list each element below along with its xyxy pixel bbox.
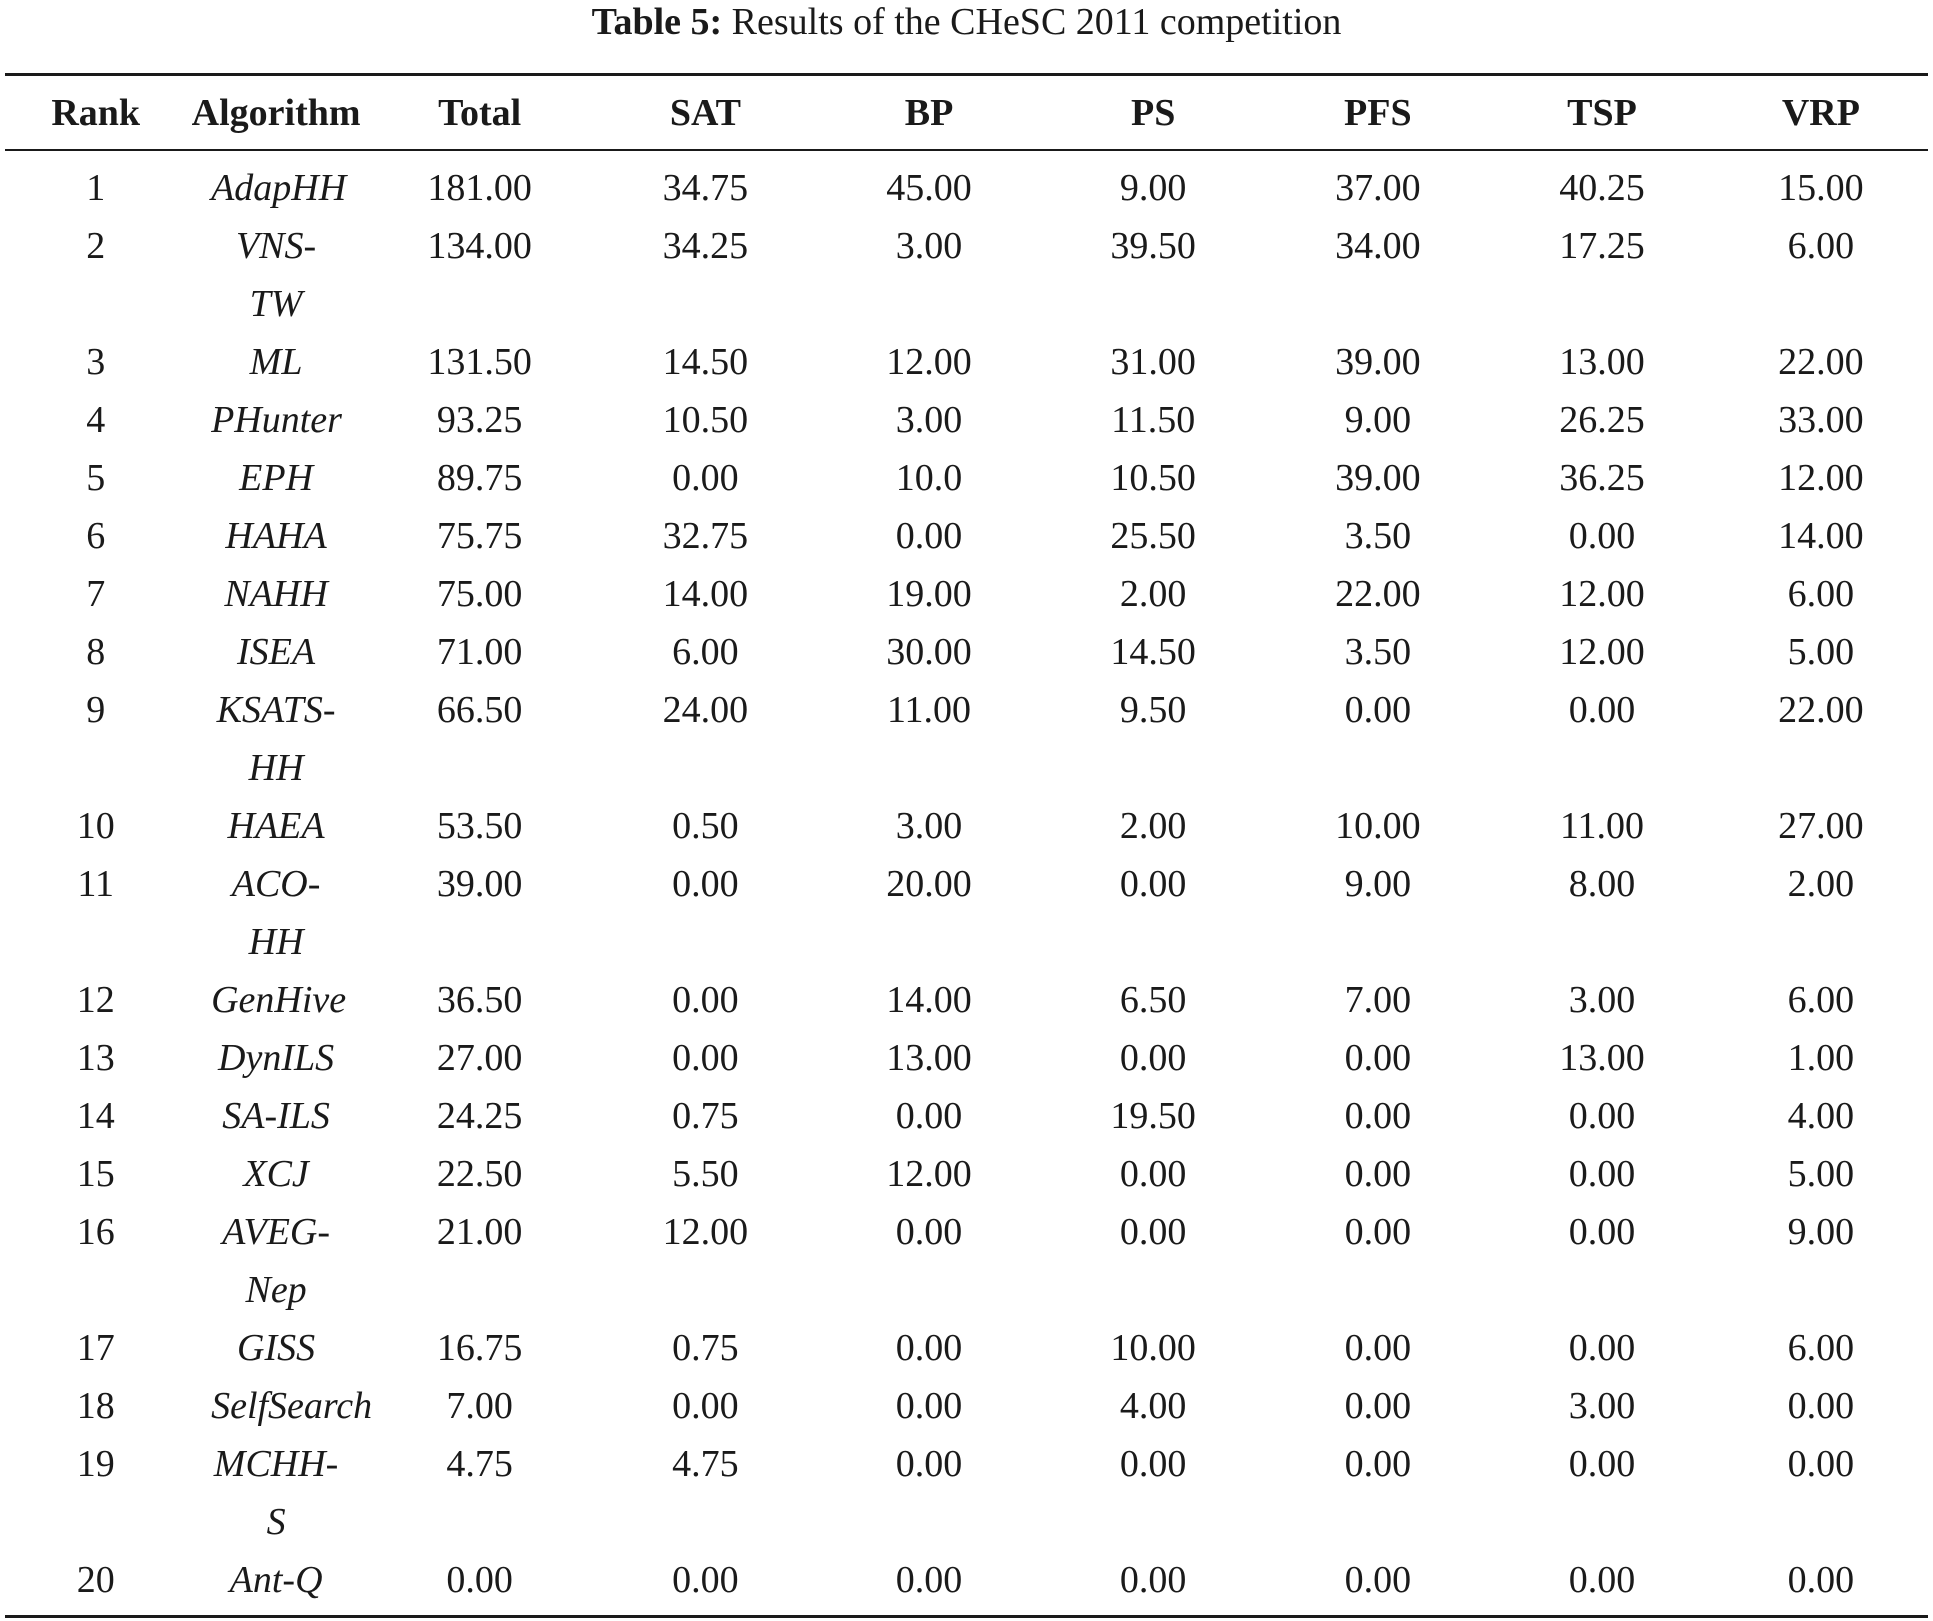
tsp-cell: 3.00 <box>1568 1385 1636 1427</box>
algorithm-cell <box>186 623 365 681</box>
bp-cell: 0.00 <box>895 1559 963 1601</box>
algorithm-cell <box>186 391 365 449</box>
pfs-cell: 34.00 <box>1335 225 1421 267</box>
algorithm-name: NAHH <box>224 573 328 615</box>
ps-cell: 6.50 <box>1119 979 1187 1021</box>
algorithm-cell <box>186 855 365 971</box>
table-row <box>5 797 1928 855</box>
algorithm-name: MCHH-S <box>213 1443 339 1543</box>
ps-cell: 0.00 <box>1119 1443 1187 1485</box>
algorithm-cell <box>186 449 365 507</box>
results-table <box>5 76 1928 1609</box>
vrp-cell: 1.00 <box>1787 1037 1855 1079</box>
sat-cell: 0.75 <box>672 1095 739 1137</box>
table-row <box>5 855 1928 971</box>
rank-cell: 13 <box>76 1037 115 1079</box>
caption-label: Table 5: <box>591 1 723 43</box>
rank-cell: 6 <box>86 515 106 557</box>
ps-cell: 9.50 <box>1119 689 1187 731</box>
sat-cell: 0.75 <box>672 1327 739 1369</box>
sat-cell: 10.50 <box>662 399 749 441</box>
column-header: BP <box>904 91 954 134</box>
total-cell: 0.00 <box>446 1559 513 1601</box>
rank-cell: 14 <box>76 1095 115 1137</box>
ps-cell: 14.50 <box>1110 631 1196 673</box>
vrp-cell: 6.00 <box>1787 979 1855 1021</box>
algorithm-name: HAEA <box>227 805 325 847</box>
pfs-cell: 3.50 <box>1344 515 1412 557</box>
vrp-cell: 6.00 <box>1787 573 1855 615</box>
bp-cell: 30.00 <box>886 631 972 673</box>
pfs-cell: 0.00 <box>1344 1153 1412 1195</box>
pfs-cell: 3.50 <box>1344 631 1412 673</box>
total-cell: 39.00 <box>436 863 523 905</box>
sat-cell: 4.75 <box>672 1443 739 1485</box>
sat-cell: 24.00 <box>662 689 749 731</box>
pfs-cell: 0.00 <box>1344 1559 1412 1601</box>
algorithm-cell <box>186 1377 373 1435</box>
table-row <box>5 217 1928 333</box>
table-row <box>5 971 1928 1029</box>
tsp-cell: 8.00 <box>1568 863 1636 905</box>
vrp-cell: 12.00 <box>1778 457 1864 499</box>
tsp-cell: 11.00 <box>1559 805 1645 847</box>
bp-cell: 0.00 <box>895 1211 963 1253</box>
sat-cell: 0.00 <box>672 1385 739 1427</box>
rank-cell: 5 <box>86 457 106 499</box>
vrp-cell: 22.00 <box>1778 689 1864 731</box>
ps-cell: 0.00 <box>1119 1153 1187 1195</box>
table-caption <box>0 0 1933 44</box>
sat-cell: 6.00 <box>672 631 739 673</box>
vrp-cell: 2.00 <box>1787 863 1855 905</box>
algorithm-name: GenHive <box>211 979 347 1021</box>
algorithm-name: HAHA <box>225 515 327 557</box>
bp-cell: 13.00 <box>886 1037 972 1079</box>
sat-cell: 0.00 <box>672 457 739 499</box>
rank-cell: 8 <box>86 631 106 673</box>
tsp-cell: 0.00 <box>1568 1443 1636 1485</box>
bottom-rule <box>5 1615 1928 1618</box>
vrp-cell: 33.00 <box>1778 399 1864 441</box>
sat-cell: 34.75 <box>662 167 749 209</box>
pfs-cell: 0.00 <box>1344 1385 1412 1427</box>
vrp-cell: 9.00 <box>1787 1211 1855 1253</box>
pfs-cell: 0.00 <box>1344 1095 1412 1137</box>
tsp-cell: 0.00 <box>1568 1559 1636 1601</box>
algorithm-name: ACO-HH <box>231 863 321 963</box>
rank-cell: 12 <box>76 979 115 1021</box>
pfs-cell: 9.00 <box>1344 863 1412 905</box>
column-header: PFS <box>1344 91 1412 134</box>
algorithm-cell <box>186 1029 365 1087</box>
pfs-cell: 0.00 <box>1344 1037 1412 1079</box>
algorithm-name: SA-ILS <box>222 1095 330 1137</box>
column-header: TSP <box>1567 91 1637 134</box>
bp-cell: 0.00 <box>895 1327 963 1369</box>
total-cell: 7.00 <box>446 1385 513 1427</box>
pfs-cell: 0.00 <box>1344 1443 1412 1485</box>
vrp-cell: 22.00 <box>1778 341 1864 383</box>
bp-cell: 0.00 <box>895 1443 963 1485</box>
total-cell: 36.50 <box>436 979 523 1021</box>
pfs-cell: 0.00 <box>1344 1211 1412 1253</box>
tsp-cell: 12.00 <box>1559 631 1645 673</box>
vrp-cell: 0.00 <box>1787 1385 1855 1427</box>
total-cell: 71.00 <box>436 631 523 673</box>
tsp-cell: 0.00 <box>1568 1153 1636 1195</box>
total-cell: 22.50 <box>436 1153 523 1195</box>
rank-cell: 19 <box>76 1443 115 1485</box>
rank-cell: 16 <box>76 1211 115 1253</box>
ps-cell: 0.00 <box>1119 1211 1187 1253</box>
table-row <box>5 1435 1928 1551</box>
ps-cell: 0.00 <box>1119 863 1187 905</box>
ps-cell: 11.50 <box>1111 399 1196 441</box>
vrp-cell: 4.00 <box>1787 1095 1855 1137</box>
rank-cell: 7 <box>86 573 106 615</box>
total-cell: 27.00 <box>436 1037 523 1079</box>
vrp-cell: 15.00 <box>1778 167 1864 209</box>
sat-cell: 0.00 <box>672 1037 739 1079</box>
ps-cell: 19.50 <box>1110 1095 1196 1137</box>
pfs-cell: 10.00 <box>1335 805 1421 847</box>
tsp-cell: 0.00 <box>1568 1211 1636 1253</box>
tsp-cell: 26.25 <box>1559 399 1645 441</box>
total-cell: 66.50 <box>436 689 523 731</box>
algorithm-name: VNS-TW <box>235 225 317 325</box>
algorithm-name: PHunter <box>211 399 342 441</box>
bp-cell: 0.00 <box>895 515 963 557</box>
total-cell: 93.25 <box>436 399 523 441</box>
bp-cell: 3.00 <box>895 805 963 847</box>
algorithm-cell <box>186 333 365 391</box>
vrp-cell: 0.00 <box>1787 1559 1855 1601</box>
vrp-cell: 5.00 <box>1787 1153 1855 1195</box>
algorithm-name: ML <box>249 341 303 383</box>
sat-cell: 14.50 <box>662 341 749 383</box>
algorithm-cell <box>186 565 365 623</box>
tsp-cell: 13.00 <box>1559 1037 1645 1079</box>
pfs-cell: 39.00 <box>1335 457 1421 499</box>
total-cell: 4.75 <box>446 1443 513 1485</box>
table-header <box>5 76 1928 149</box>
rank-cell: 20 <box>76 1559 115 1601</box>
bp-cell: 20.00 <box>886 863 972 905</box>
algorithm-name: KSATS-HH <box>216 689 336 789</box>
table-row <box>5 507 1928 565</box>
column-header: Algorithm <box>191 91 361 134</box>
table-row <box>5 333 1928 391</box>
algorithm-cell <box>186 1087 365 1145</box>
table-row <box>5 1087 1928 1145</box>
ps-cell: 2.00 <box>1119 573 1187 615</box>
tsp-cell: 3.00 <box>1568 979 1636 1021</box>
sat-cell: 0.00 <box>672 863 739 905</box>
algorithm-name: ISEA <box>237 631 316 673</box>
column-header: SAT <box>669 91 741 134</box>
ps-cell: 0.00 <box>1119 1559 1187 1601</box>
table-row <box>5 1551 1928 1609</box>
algorithm-cell <box>186 217 365 333</box>
algorithm-name: SelfSearch <box>211 1385 373 1427</box>
pfs-cell: 37.00 <box>1335 167 1421 209</box>
sat-cell: 0.00 <box>672 979 739 1021</box>
rank-cell: 4 <box>86 399 106 441</box>
ps-cell: 10.50 <box>1110 457 1196 499</box>
pfs-cell: 39.00 <box>1335 341 1421 383</box>
caption-text: Results of the CHeSC 2011 competition <box>731 1 1342 43</box>
ps-cell: 2.00 <box>1119 805 1187 847</box>
bp-cell: 19.00 <box>886 573 972 615</box>
vrp-cell: 27.00 <box>1778 805 1864 847</box>
ps-cell: 25.50 <box>1110 515 1196 557</box>
pfs-cell: 0.00 <box>1344 1327 1412 1369</box>
total-cell: 131.50 <box>427 341 532 383</box>
table-row <box>5 1377 1928 1435</box>
table-row <box>5 449 1928 507</box>
table-row <box>5 391 1928 449</box>
column-header: Rank <box>51 91 141 134</box>
bp-cell: 10.0 <box>895 457 963 499</box>
table-row <box>5 1145 1928 1203</box>
pfs-cell: 9.00 <box>1344 399 1412 441</box>
bp-cell: 0.00 <box>895 1385 963 1427</box>
column-header: PS <box>1130 91 1176 134</box>
table-row <box>5 1319 1928 1377</box>
bp-cell: 12.00 <box>886 341 972 383</box>
pfs-cell: 0.00 <box>1344 689 1412 731</box>
table-body <box>5 149 1928 1609</box>
rank-cell: 18 <box>76 1385 115 1427</box>
ps-cell: 0.00 <box>1119 1037 1187 1079</box>
total-cell: 89.75 <box>436 457 523 499</box>
total-cell: 21.00 <box>436 1211 523 1253</box>
bp-cell: 3.00 <box>895 399 963 441</box>
tsp-cell: 0.00 <box>1568 1095 1636 1137</box>
tsp-cell: 12.00 <box>1559 573 1645 615</box>
algorithm-cell <box>186 797 365 855</box>
ps-cell: 39.50 <box>1110 225 1196 267</box>
bp-cell: 14.00 <box>886 979 972 1021</box>
rank-cell: 2 <box>86 225 106 267</box>
ps-cell: 10.00 <box>1110 1327 1196 1369</box>
total-cell: 24.25 <box>436 1095 523 1137</box>
algorithm-cell <box>186 1145 365 1203</box>
algorithm-cell <box>186 1319 365 1377</box>
tsp-cell: 40.25 <box>1559 167 1645 209</box>
vrp-cell: 5.00 <box>1787 631 1855 673</box>
table-row <box>5 1029 1928 1087</box>
algorithm-name: EPH <box>239 457 314 499</box>
algorithm-name: XCJ <box>243 1153 309 1195</box>
sat-cell: 12.00 <box>662 1211 749 1253</box>
table-row <box>5 565 1928 623</box>
sat-cell: 0.00 <box>672 1559 739 1601</box>
vrp-cell: 6.00 <box>1787 225 1855 267</box>
algorithm-cell <box>186 507 365 565</box>
vrp-cell: 14.00 <box>1778 515 1864 557</box>
vrp-cell: 0.00 <box>1787 1443 1855 1485</box>
sat-cell: 34.25 <box>662 225 749 267</box>
ps-cell: 31.00 <box>1110 341 1196 383</box>
algorithm-name: DynILS <box>218 1037 335 1079</box>
table-row <box>5 1203 1928 1319</box>
algorithm-cell <box>186 1435 365 1551</box>
tsp-cell: 0.00 <box>1568 515 1636 557</box>
tsp-cell: 0.00 <box>1568 689 1636 731</box>
rank-cell: 9 <box>86 689 106 731</box>
rank-cell: 10 <box>76 805 115 847</box>
table-row <box>5 149 1928 217</box>
rank-cell: 17 <box>76 1327 115 1369</box>
total-cell: 181.00 <box>427 167 532 209</box>
bp-cell: 45.00 <box>886 167 972 209</box>
total-cell: 75.00 <box>436 573 523 615</box>
pfs-cell: 22.00 <box>1335 573 1421 615</box>
tsp-cell: 13.00 <box>1559 341 1645 383</box>
sat-cell: 14.00 <box>662 573 749 615</box>
bp-cell: 0.00 <box>895 1095 963 1137</box>
algorithm-name: Ant-Q <box>229 1559 323 1601</box>
sat-cell: 0.50 <box>672 805 739 847</box>
header-row <box>5 76 1928 149</box>
algorithm-cell <box>186 971 365 1029</box>
table-row <box>5 681 1928 797</box>
ps-cell: 4.00 <box>1119 1385 1187 1427</box>
algorithm-name: AVEG-Nep <box>222 1211 330 1311</box>
rank-cell: 15 <box>76 1153 115 1195</box>
algorithm-cell <box>186 1551 365 1609</box>
table-row <box>5 623 1928 681</box>
bp-cell: 11.00 <box>886 689 972 731</box>
sat-cell: 5.50 <box>672 1153 739 1195</box>
algorithm-cell <box>186 149 365 217</box>
total-cell: 53.50 <box>436 805 523 847</box>
tsp-cell: 17.25 <box>1559 225 1645 267</box>
column-header: Total <box>438 91 522 134</box>
ps-cell: 9.00 <box>1119 167 1187 209</box>
column-header: VRP <box>1781 91 1860 134</box>
tsp-cell: 36.25 <box>1559 457 1645 499</box>
rank-cell: 3 <box>86 341 106 383</box>
rank-cell: 1 <box>86 167 106 209</box>
bp-cell: 12.00 <box>886 1153 972 1195</box>
algorithm-cell <box>186 1203 365 1319</box>
pfs-cell: 7.00 <box>1344 979 1412 1021</box>
bp-cell: 3.00 <box>895 225 963 267</box>
total-cell: 16.75 <box>436 1327 523 1369</box>
tsp-cell: 0.00 <box>1568 1327 1636 1369</box>
algorithm-name: GISS <box>237 1327 316 1369</box>
algorithm-cell <box>186 681 365 797</box>
rank-cell: 11 <box>77 863 114 905</box>
algorithm-name: AdapHH <box>211 167 347 209</box>
total-cell: 134.00 <box>427 225 532 267</box>
vrp-cell: 6.00 <box>1787 1327 1855 1369</box>
sat-cell: 32.75 <box>662 515 749 557</box>
total-cell: 75.75 <box>436 515 523 557</box>
